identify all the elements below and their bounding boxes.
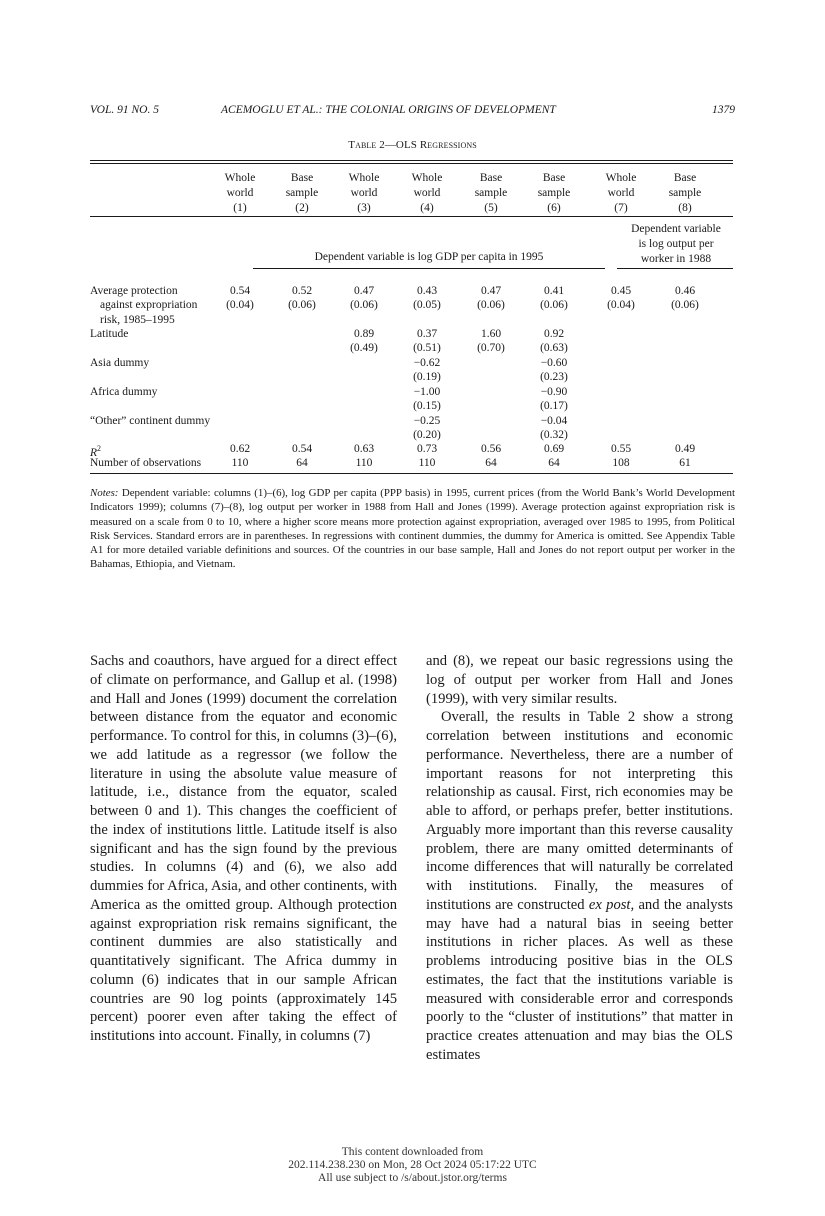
column-header-3-line1: Whole bbox=[348, 172, 380, 184]
observations-cell: 110 bbox=[355, 457, 373, 469]
r-squared-cell: 0.49 bbox=[674, 443, 696, 455]
right-paragraph-2-part-a: Overall, the results in Table 2 show a strong correlation between institutions and economic performance. Nevertheless, there are a number of important reasons for not interpreting this relationship as causal. First, rich economies may be able to afford, or perhaps prefer, better institutions. Arguably more important than this reverse causality problem, there are many omitted determinants of income differences that will naturally be correlated with institutions. Finally, the measures of institutions are constructed bbox=[426, 709, 733, 913]
right-paragraph-2-italic: ex post, bbox=[588, 896, 635, 913]
coefficient-cell: 0.37 bbox=[416, 328, 438, 340]
r-squared-superscript: 2 bbox=[97, 444, 102, 453]
body-left-column bbox=[90, 652, 397, 1046]
download-footer bbox=[0, 1146, 825, 1185]
r-squared-letter: R bbox=[90, 446, 98, 459]
right-paragraph-1: and (8), we repeat our basic regressions using the log of output per worker from Hall and Jones (1999), with very similar results. bbox=[426, 653, 733, 707]
row-label: risk, 1985–1995 bbox=[100, 313, 175, 326]
column-header-2-num: (2) bbox=[295, 202, 309, 214]
column-header-8-num: (8) bbox=[678, 202, 692, 214]
coefficient-cell: 0.54 bbox=[229, 285, 251, 297]
column-header-2-line1: Base bbox=[290, 172, 314, 184]
std-error-cell: (0.70) bbox=[477, 342, 505, 355]
std-error-cell: (0.20) bbox=[413, 429, 441, 442]
column-header-5-line2: sample bbox=[474, 187, 508, 199]
dep-var-right-line3: worker in 1988 bbox=[640, 253, 712, 265]
page-number: 1379 bbox=[712, 104, 735, 116]
row-label: against expropriation bbox=[100, 299, 198, 312]
notes-lead: Notes: bbox=[90, 487, 119, 499]
r-squared-cell: 0.69 bbox=[543, 443, 565, 455]
column-header-5-num: (5) bbox=[484, 202, 498, 214]
column-header-6-line2: sample bbox=[537, 187, 571, 199]
std-error-cell: (0.51) bbox=[413, 342, 441, 355]
std-error-cell: (0.63) bbox=[540, 342, 568, 355]
coefficient-cell: 0.43 bbox=[416, 285, 438, 297]
column-header-1-line2: world bbox=[226, 187, 254, 199]
footer-line-1: This content downloaded from bbox=[341, 1146, 484, 1158]
r-squared-cell: 0.63 bbox=[353, 443, 375, 455]
dep-var-right-line2: is log output per bbox=[638, 238, 714, 250]
notes-text: Dependent variable: columns (1)–(6), log GDP per capita (PPP basis) in 1995, current prices (from the World Bank’s World Development Indicators 1999); columns (7)–(8), log output per worker in 1988 from Hall and Jones (1999). Average protection against expropriation risk is measured on a scale from 0 to 10, where a higher score means more protection against expropriation, averaged over 1985 to 1995, from Political Risk Services. Standard errors are in parentheses. In regressions with continent dummies, the dummy for America is omitted. See Appendix Table A1 for more detailed variable definitions and sources. Of the countries in our base sample, Hall and Jones do not report output per worker in the Bahamas, Ethiopia, and Vietnam. bbox=[90, 487, 735, 571]
std-error-cell: (0.06) bbox=[350, 299, 378, 312]
r-squared-cell: 0.55 bbox=[610, 443, 632, 455]
column-header-3-line2: world bbox=[350, 187, 378, 199]
body-right-column bbox=[426, 652, 733, 1065]
std-error-cell: (0.06) bbox=[671, 299, 699, 312]
observations-cell: 108 bbox=[612, 457, 630, 469]
column-header-7-line1: Whole bbox=[605, 172, 637, 184]
right-paragraph-2-part-b: and the analysts may have had a natural bias in seeing better institutions in richer places. As well as these problems introducing positive bias in the OLS estimates, the fact that the institutions variable is measured with considerable error and corresponds poorly to the “cluster of institutions” that matter in practice creates attenuation and may bias the OLS estimates bbox=[426, 896, 733, 1063]
coefficient-cell: −0.04 bbox=[540, 415, 568, 427]
coefficient-cell: 1.60 bbox=[480, 328, 502, 340]
column-header-1-num: (1) bbox=[233, 202, 247, 214]
table-number: Table 2 bbox=[348, 139, 385, 151]
row-label: “Other” continent dummy bbox=[90, 415, 211, 427]
coefficient-cell: −0.25 bbox=[413, 415, 441, 427]
dep-var-right-line1: Dependent variable bbox=[631, 223, 721, 235]
column-header-4-line2: world bbox=[413, 187, 441, 199]
std-error-cell: (0.49) bbox=[350, 342, 378, 355]
table-title-sep: — bbox=[384, 139, 396, 151]
running-title: ACEMOGLU ET AL.: THE COLONIAL ORIGINS OF DEVELOPMENT bbox=[221, 104, 556, 116]
table-notes bbox=[90, 486, 735, 572]
coefficient-cell: 0.47 bbox=[480, 285, 502, 297]
coefficient-cell: −1.00 bbox=[413, 386, 441, 398]
std-error-cell: (0.06) bbox=[288, 299, 316, 312]
coefficient-cell: 0.45 bbox=[610, 285, 632, 297]
coefficient-cell: −0.90 bbox=[540, 386, 568, 398]
column-header-6-num: (6) bbox=[547, 202, 561, 214]
std-error-cell: (0.19) bbox=[413, 371, 441, 384]
volume-label: VOL. 91 NO. 5 bbox=[90, 104, 159, 116]
std-error-cell: (0.04) bbox=[607, 299, 635, 312]
dep-var-right-label bbox=[617, 222, 735, 267]
coefficient-cell: 0.46 bbox=[674, 285, 696, 297]
column-header-6-line1: Base bbox=[542, 172, 566, 184]
observations-label: Number of observations bbox=[90, 457, 202, 469]
r-squared-cell: 0.54 bbox=[291, 443, 313, 455]
row-label: Latitude bbox=[90, 328, 129, 340]
table-caption: OLS Regressions bbox=[395, 139, 477, 151]
std-error-cell: (0.05) bbox=[413, 299, 441, 312]
column-header-7-num: (7) bbox=[614, 202, 628, 214]
coefficient-cell: −0.62 bbox=[413, 357, 441, 369]
right-paragraph-2 bbox=[426, 708, 733, 1064]
r-squared-cell: 0.62 bbox=[229, 443, 251, 455]
std-error-cell: (0.17) bbox=[540, 400, 568, 413]
coefficient-cell: 0.52 bbox=[291, 285, 313, 297]
std-error-cell: (0.06) bbox=[477, 299, 505, 312]
left-paragraph: Sachs and coauthors, have argued for a direct effect of climate on performance, and Gallup et al. (1998) and Hall and Jones (1999) document the correlation between distance from the equator and economic performance. To control for this, in columns (3)–(6), we add latitude as a regressor (we follow the literature in using the absolute value measure of latitude, i.e., distance from the equator, scaled between 0 and 1). This changes the coefficient of the index of institutions little. Latitude itself is also significant and has the sign found by the previous studies. In columns (4) and (6), we also add dummies for Africa, Asia, and other continents, with America as the omitted group. Although protection against expropriation risk remains significant, the continent dummies are also statistically and quantitatively significant. The Africa dummy in column (6) indicates that in our sample African countries are 90 log points (approximately 145 percent) poorer even after taking the effect of institutions into account. Finally, in columns (7) bbox=[90, 653, 397, 1044]
column-header-8-line2: sample bbox=[668, 187, 702, 199]
column-header-4-num: (4) bbox=[420, 202, 434, 214]
column-header-1-line1: Whole bbox=[224, 172, 256, 184]
row-label: Asia dummy bbox=[90, 357, 150, 369]
row-label: Average protection bbox=[90, 285, 178, 297]
column-header-7-line2: world bbox=[607, 187, 635, 199]
coefficient-cell: −0.60 bbox=[540, 357, 568, 369]
observations-cell: 64 bbox=[548, 457, 560, 469]
observations-cell: 64 bbox=[485, 457, 497, 469]
observations-cell: 110 bbox=[418, 457, 436, 469]
column-header-4-line1: Whole bbox=[411, 172, 443, 184]
column-header-2-line2: sample bbox=[285, 187, 319, 199]
observations-cell: 61 bbox=[679, 457, 691, 469]
observations-cell: 110 bbox=[231, 457, 249, 469]
footer-line-3: All use subject to /s/about.jstor.org/terms bbox=[318, 1172, 507, 1184]
std-error-cell: (0.06) bbox=[540, 299, 568, 312]
regression-table bbox=[90, 0, 735, 480]
column-header-8-line1: Base bbox=[673, 172, 697, 184]
column-header-3-num: (3) bbox=[357, 202, 371, 214]
r-squared-cell: 0.73 bbox=[416, 443, 438, 455]
r-squared-cell: 0.56 bbox=[480, 443, 502, 455]
column-header-5-line1: Base bbox=[479, 172, 503, 184]
std-error-cell: (0.32) bbox=[540, 429, 568, 442]
coefficient-cell: 0.89 bbox=[353, 328, 375, 340]
coefficient-cell: 0.47 bbox=[353, 285, 375, 297]
std-error-cell: (0.15) bbox=[413, 400, 441, 413]
std-error-cell: (0.04) bbox=[226, 299, 254, 312]
coefficient-cell: 0.92 bbox=[543, 328, 565, 340]
std-error-cell: (0.23) bbox=[540, 371, 568, 384]
observations-cell: 64 bbox=[296, 457, 308, 469]
coefficient-cell: 0.41 bbox=[543, 285, 565, 297]
dep-var-left-label: Dependent variable is log GDP per capita in 1995 bbox=[314, 251, 544, 263]
footer-line-2: 202.114.238.230 on Mon, 28 Oct 2024 05:17:22 UTC bbox=[288, 1159, 537, 1171]
row-label: Africa dummy bbox=[90, 386, 158, 398]
